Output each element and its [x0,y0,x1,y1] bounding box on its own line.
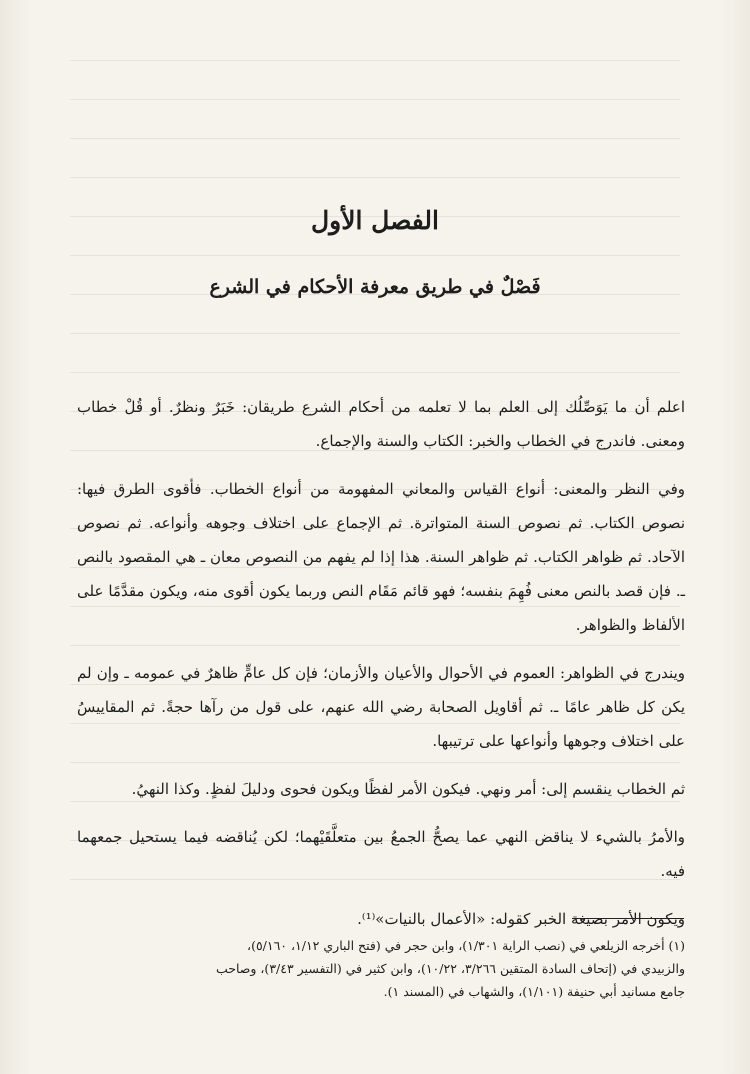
paragraph-1: اعلم أن ما يَوَصِّلُك إلى العلم بما لا تعلمه من أحكام الشرع طريقان: خَبَرٌ ونظرٌ. أو قُلْ خطاب ومعنى. فاندرج في الخطاب والخبر: الكتاب والسنة والإجماع. [77,398,685,450]
footnotes [70,934,685,1003]
paragraph-5: والأمرُ بالشيء لا يناقض النهي عما يصحُّ الجمعُ بين متعلَّقَيْهما؛ لكن يُناقضه فيما يستحيل جمعهما فيه. [77,828,685,880]
chapter-title: الفصل الأول [311,206,439,235]
paragraph-6: ويكون الأمر بصيغة الخبر كقوله: «الأعمال بالنيات»⁽¹⁾. [357,910,685,928]
paragraph-3: ويندرج في الظواهر: العموم في الأحوال والأعيان والأزمان؛ فإن كل عامٍّ ظاهرٌ في عمومه ـ وإن لم يكن كل ظاهر عامًا ـ. ثم أقاويل الصحابة رضي الله عنهم، على قول من رآها حجةً. ثم المقاييسُ على اختلاف وجوهها وأنواعها على ترتيبها. [77,664,685,750]
paragraph-2: وفي النظر والمعنى: أنواع القياس والمعاني المفهومة من أنواع الخطاب. فأقوى الطرق فيها: نصوص الكتاب. ثم نصوص السنة المتواترة. ثم الإجماع على اختلاف وجوهه وأنواعه. ثم نصوص الآحاد. ثم ظواهر الكتاب. ثم ظواهر السنة. هذا إذا لم يفهم من النصوص معان ـ هي المقصود بالنص ـ. فإن قصد بالنص معنى فُهِمَ بنفسه؛ فهو قائم مَقَام النص وربما يكون أقوى منه، ويكون مقدَّمًا على الألفاظ والظواهر. [77,480,685,634]
footnote-line-2: والزبيدي في (إتحاف السادة المتقين ٣/٢٦٦، ١٠/٢٢)، وابن كثير في (التفسير ٣/٤٣)، وصاحب [215,961,685,976]
main-text [77,390,685,950]
footnote-line-1: (١) أخرجه الزيلعي في (نصب الراية ١/٣٠١)، وابن حجر في (فتح الباري ١/١٢، ٥/١٦٠)، [247,938,685,953]
footnote-line-3: جامع مسانيد أبي حنيفة (١/١٠١)، والشهاب في (المسند ١). [383,984,685,999]
section-title: فَصْلٌ في طريق معرفة الأحكام في الشرع [209,276,541,298]
paragraph-4: ثم الخطاب ينقسم إلى: أمر ونهي. فيكون الأمر لفظًا ويكون فحوى ودليلَ لفظٍ. وكذا النهيُ. [131,780,685,798]
footnote-separator [572,918,684,919]
